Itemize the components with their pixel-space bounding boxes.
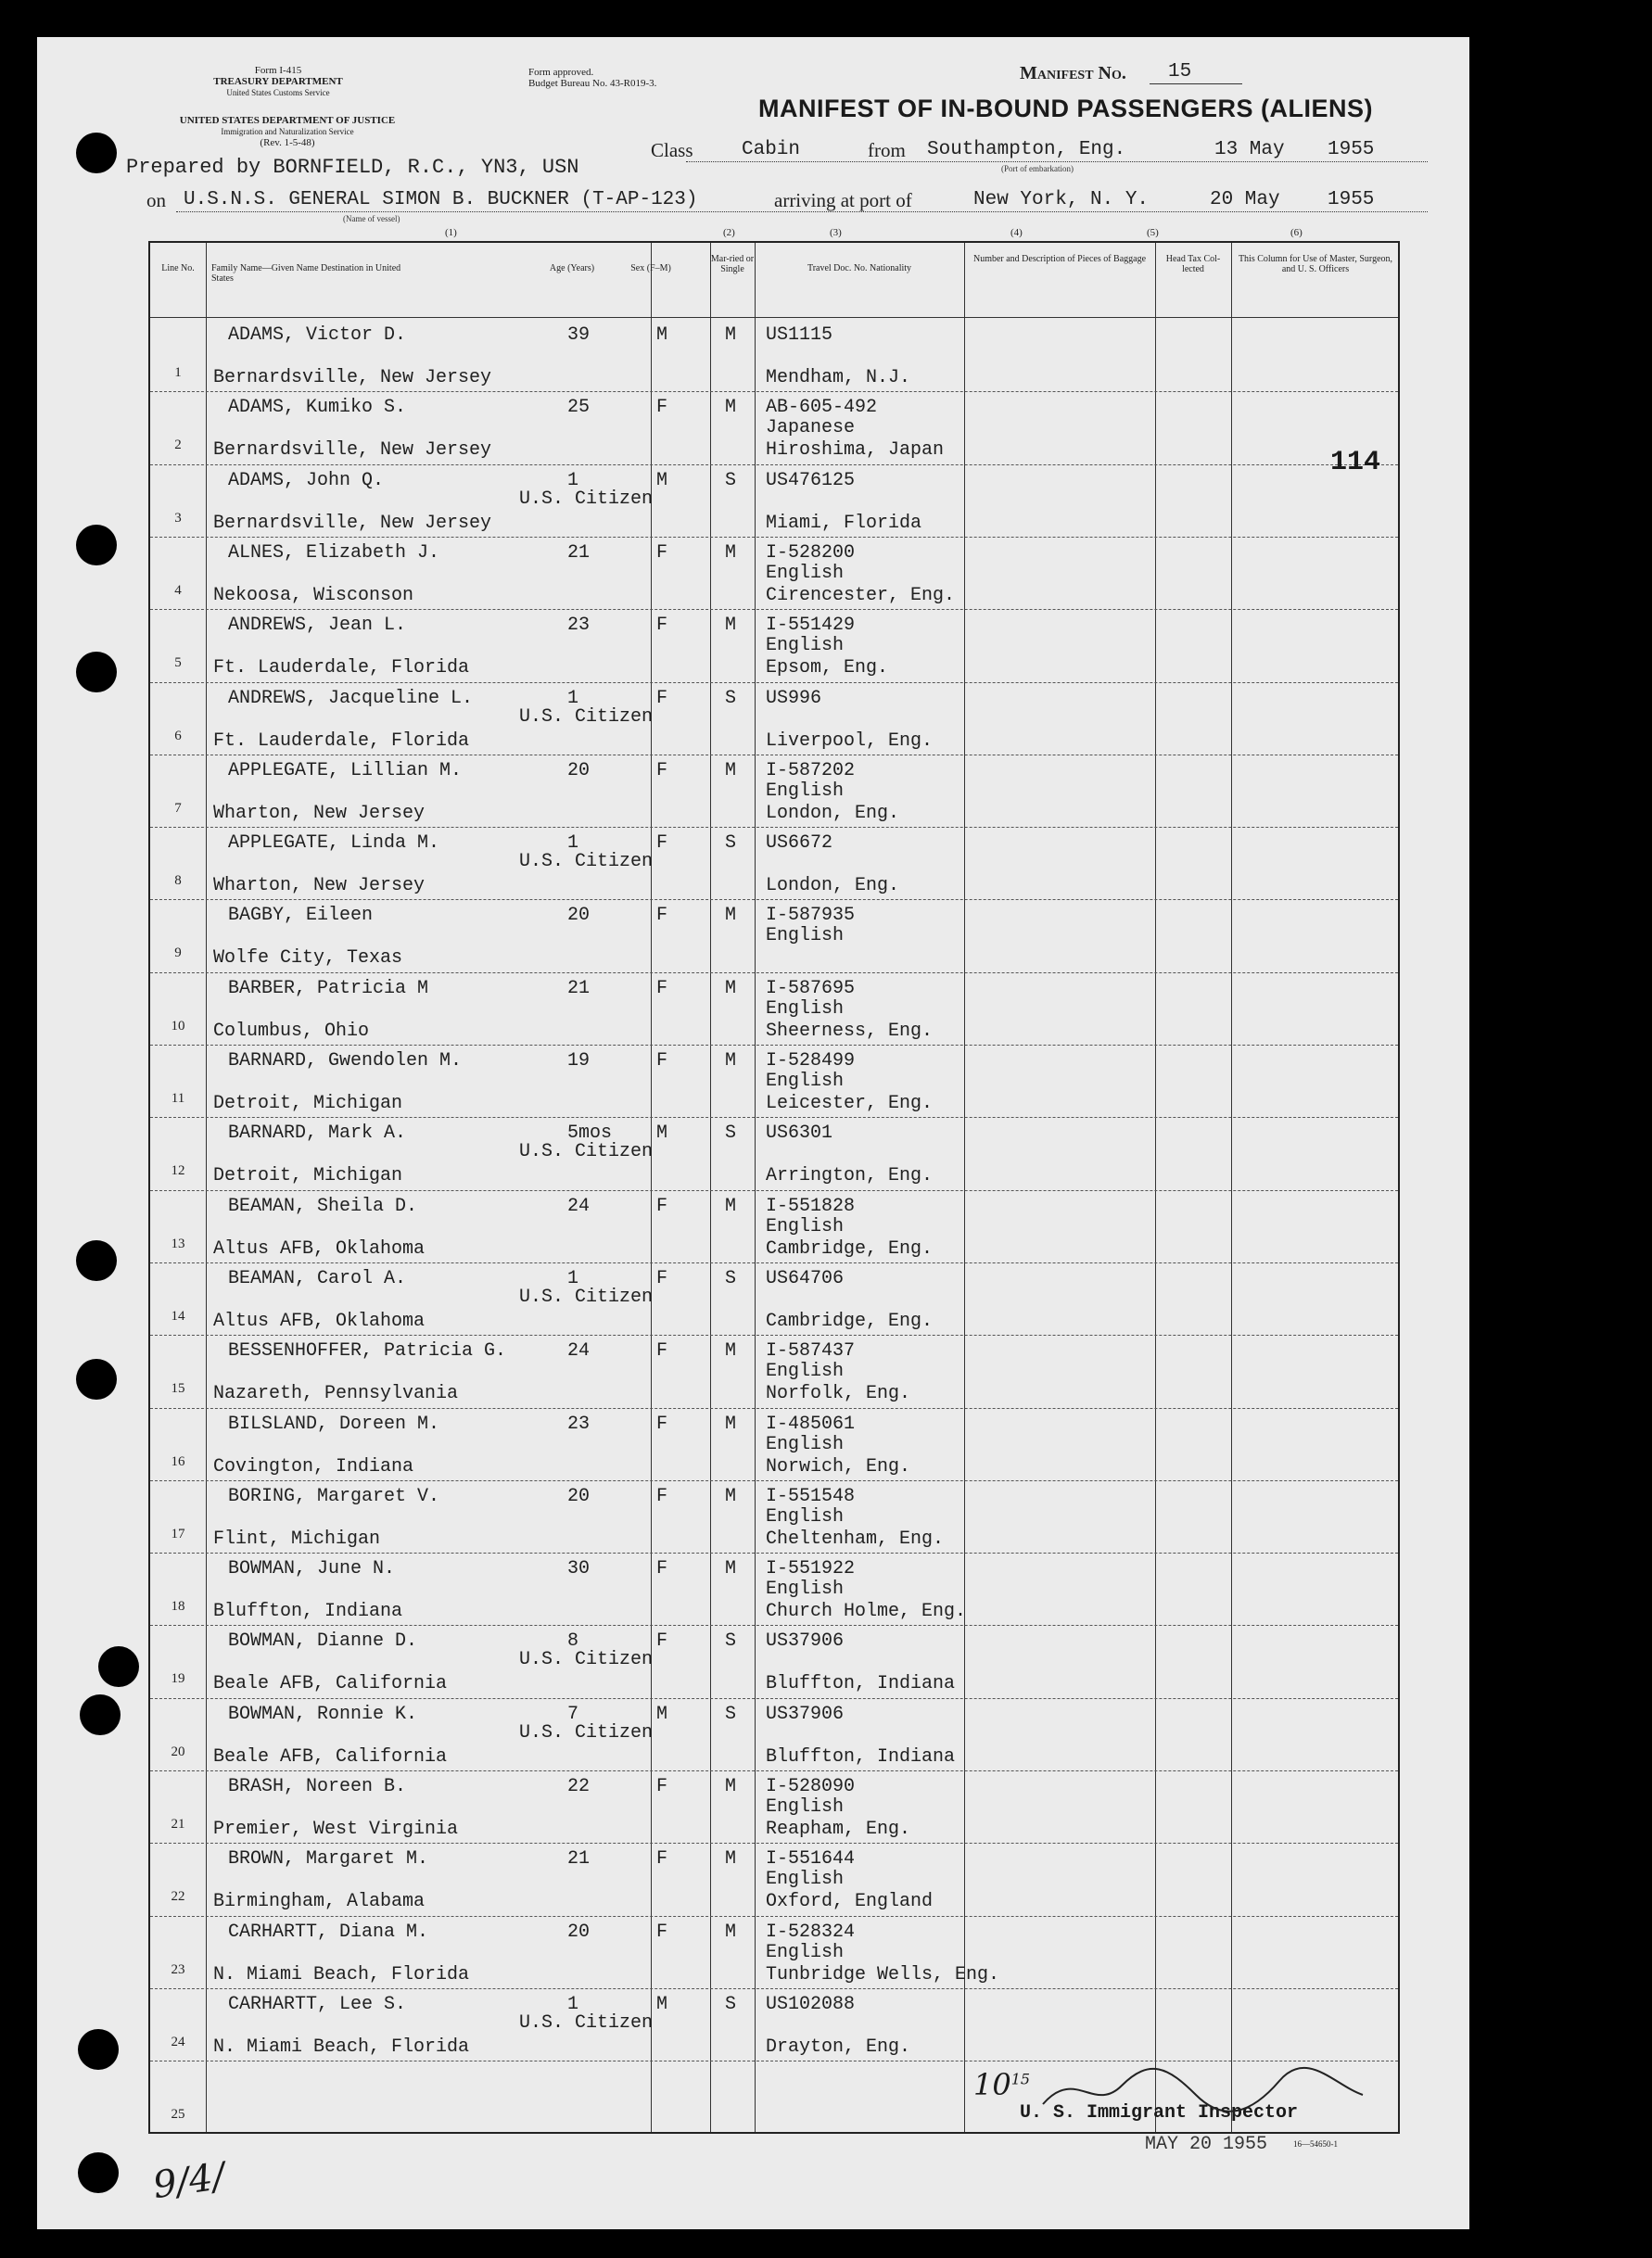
- sex: F: [656, 687, 668, 709]
- line-number: 20: [171, 1744, 185, 1759]
- travel-doc-no: I-551922: [766, 1558, 856, 1580]
- line-number: 7: [174, 800, 182, 816]
- place-of-birth: Church Holme, Eng.: [766, 1601, 967, 1623]
- marital-status: S: [725, 1993, 737, 2015]
- citizenship-note: U.S. Citizen: [519, 1286, 654, 1308]
- arriving-label: arriving at port of: [774, 189, 912, 211]
- manifest-number: 15: [1168, 61, 1192, 82]
- age: 25: [567, 397, 591, 419]
- form-number: Form I-415: [254, 65, 302, 76]
- destination: Ft. Lauderdale, Florida: [213, 729, 470, 752]
- col-officers: This Column for Use of Master, Surgeon, and U. S. Officers: [1238, 254, 1393, 274]
- arrival-date: 20 May: [1210, 189, 1280, 210]
- travel-doc-no: I-551828: [766, 1195, 856, 1217]
- age: 39: [567, 324, 591, 346]
- line-number: 22: [171, 1889, 185, 1905]
- sex: F: [656, 759, 668, 781]
- row-divider: [150, 1916, 1398, 1917]
- colnum-6: (6): [1290, 227, 1303, 238]
- marital-status: M: [725, 1340, 737, 1363]
- passenger-name: ALNES, Elizabeth J.: [228, 541, 440, 564]
- col-name: Family Name—Given Name Destination in United States: [211, 263, 401, 284]
- row-divider: [150, 972, 1398, 973]
- marital-status: M: [725, 1413, 737, 1435]
- travel-doc-no: I-528090: [766, 1776, 856, 1797]
- passenger-name: BORING, Margaret V.: [228, 1485, 440, 1507]
- passenger-name: ANDREWS, Jean L.: [228, 615, 407, 637]
- marital-status: M: [725, 759, 737, 781]
- passenger-name: BILSLAND, Doreen M.: [228, 1413, 440, 1435]
- place-of-birth: Bluffton, Indiana: [766, 1745, 956, 1768]
- inspector-signature: [1038, 2058, 1372, 2123]
- destination: Beale AFB, California: [213, 1745, 448, 1768]
- port-caption: (Port of embarkation): [1001, 164, 1074, 173]
- sex: F: [656, 1776, 668, 1797]
- line-number: 10: [171, 1018, 185, 1034]
- inspector-label: U. S. Immigrant Inspector: [1020, 2102, 1299, 2124]
- marital-status: M: [725, 324, 737, 346]
- row-divider: [150, 391, 1398, 392]
- passenger-name: ANDREWS, Jacqueline L.: [228, 687, 474, 709]
- destination: Birmingham, Alabama: [213, 1891, 426, 1913]
- travel-doc-no: I-587437: [766, 1340, 856, 1363]
- marital-status: M: [725, 1485, 737, 1507]
- ins-label: Immigration and Naturalization Service: [221, 127, 354, 136]
- class-value: Cabin: [742, 139, 801, 160]
- page-mark: 114: [1330, 447, 1381, 478]
- passenger-name: ADAMS, John Q.: [228, 469, 385, 491]
- marital-status: S: [725, 1267, 737, 1289]
- line-number: 12: [171, 1163, 185, 1179]
- row-divider: [150, 1625, 1398, 1626]
- destination: Flint, Michigan: [213, 1528, 381, 1550]
- on-label: on: [146, 189, 166, 211]
- passenger-name: APPLEGATE, Lillian M.: [228, 759, 463, 781]
- nationality: English: [766, 780, 845, 802]
- travel-doc-no: US37906: [766, 1703, 845, 1725]
- row-divider: [150, 1408, 1398, 1409]
- row-divider: [150, 1553, 1398, 1554]
- date-stamp: MAY 20 1955: [1145, 2134, 1268, 2155]
- age: 21: [567, 977, 591, 999]
- row-divider: [150, 1190, 1398, 1191]
- age: 7: [567, 1703, 579, 1725]
- nationality: Japanese: [766, 417, 856, 439]
- marital-status: S: [725, 469, 737, 491]
- age: 19: [567, 1050, 591, 1072]
- travel-doc-no: US6301: [766, 1123, 833, 1145]
- place-of-birth: Hiroshima, Japan: [766, 439, 945, 462]
- row-divider: [150, 609, 1398, 610]
- col-age: Age (Years): [549, 263, 595, 273]
- row-divider: [150, 1117, 1398, 1118]
- row-divider: [150, 464, 1398, 465]
- place-of-birth: Mendham, N.J.: [766, 367, 911, 388]
- marital-status: M: [725, 1848, 737, 1871]
- line-number: 13: [171, 1236, 185, 1251]
- passenger-name: BEAMAN, Sheila D.: [228, 1195, 418, 1217]
- travel-doc-no: US476125: [766, 469, 856, 491]
- manifest-no-rule: [1150, 83, 1242, 84]
- row-divider: [150, 537, 1398, 538]
- col-sex: Sex (F–M): [630, 263, 671, 273]
- binder-hole: [76, 1240, 117, 1281]
- class-label: Class: [651, 139, 693, 161]
- passenger-name: BOWMAN, Dianne D.: [228, 1630, 418, 1653]
- passenger-name: APPLEGATE, Linda M.: [228, 832, 440, 855]
- sex: F: [656, 1630, 668, 1653]
- place-of-birth: Tunbridge Wells, Eng.: [766, 1963, 1000, 1985]
- travel-doc-no: I-528499: [766, 1050, 856, 1072]
- age: 24: [567, 1340, 591, 1363]
- age: 5mos: [567, 1123, 613, 1145]
- marital-status: S: [725, 1630, 737, 1653]
- sex: M: [656, 1123, 668, 1145]
- place-of-birth: London, Eng.: [766, 802, 900, 824]
- destination: Wharton, New Jersey: [213, 875, 426, 897]
- line-number: 2: [174, 438, 182, 453]
- sex: F: [656, 1485, 668, 1507]
- travel-doc-no: US102088: [766, 1993, 856, 2015]
- col-baggage: Number and Description of Pieces of Baggage: [972, 254, 1147, 264]
- line-number: 6: [174, 728, 182, 743]
- age: 20: [567, 1485, 591, 1507]
- manifest-title: MANIFEST OF IN-BOUND PASSENGERS (ALIENS): [758, 95, 1374, 122]
- age: 8: [567, 1630, 579, 1653]
- binder-hole: [76, 133, 117, 173]
- destination: Detroit, Michigan: [213, 1093, 403, 1114]
- passenger-name: CARHARTT, Diana M.: [228, 1921, 429, 1943]
- marital-status: S: [725, 1123, 737, 1145]
- place-of-birth: Arrington, Eng.: [766, 1165, 934, 1187]
- embark-date: 13 May: [1214, 139, 1285, 160]
- age: 1: [567, 469, 579, 491]
- travel-doc-no: I-528324: [766, 1921, 856, 1943]
- citizenship-note: U.S. Citizen: [519, 705, 654, 728]
- place-of-birth: Miami, Florida: [766, 512, 922, 534]
- sex: F: [656, 1340, 668, 1363]
- passenger-name: BEAMAN, Carol A.: [228, 1267, 407, 1289]
- arrival-port: New York, N. Y.: [973, 189, 1150, 210]
- line-number: 4: [174, 582, 182, 598]
- line-number: 3: [174, 510, 182, 526]
- bottom-handwritten-note: 9/4/: [150, 2154, 228, 2208]
- prepared-by: Prepared by BORNFIELD, R.C., YN3, USN: [126, 156, 579, 179]
- citizenship-note: U.S. Citizen: [519, 2011, 654, 2034]
- place-of-birth: Drayton, Eng.: [766, 2036, 911, 2058]
- embark-year: 1955: [1328, 139, 1375, 160]
- passenger-name: BARBER, Patricia M: [228, 977, 429, 999]
- col-line-no: Line No.: [161, 263, 195, 273]
- destination: Bernardsville, New Jersey: [213, 512, 492, 534]
- colnum-5: (5): [1147, 227, 1159, 238]
- sex: F: [656, 1195, 668, 1217]
- passenger-name: BOWMAN, Ronnie K.: [228, 1703, 418, 1725]
- destination: Nazareth, Pennsylvania: [213, 1383, 459, 1405]
- age: 1: [567, 1993, 579, 2015]
- sex: F: [656, 1050, 668, 1072]
- nationality: English: [766, 1071, 845, 1092]
- line-number: 14: [171, 1308, 185, 1324]
- vessel-name: U.S.N.S. GENERAL SIMON B. BUCKNER (T-AP-123): [184, 189, 698, 210]
- citizenship-note: U.S. Citizen: [519, 851, 654, 873]
- line-number: 21: [171, 1817, 185, 1832]
- binder-hole: [76, 652, 117, 692]
- travel-doc-no: I-551644: [766, 1848, 856, 1871]
- destination: N. Miami Beach, Florida: [213, 2036, 470, 2058]
- row-divider: [150, 899, 1398, 900]
- travel-doc-no: US996: [766, 687, 822, 709]
- revision-label: (Rev. 1-5-48): [260, 137, 315, 148]
- marital-status: M: [725, 1050, 737, 1072]
- nationality: English: [766, 1433, 845, 1455]
- row-divider: [150, 1045, 1398, 1046]
- sex: F: [656, 905, 668, 927]
- binder-hole: [98, 1646, 139, 1687]
- destination: N. Miami Beach, Florida: [213, 1963, 470, 1985]
- sex: M: [656, 1703, 668, 1725]
- place-of-birth: Leicester, Eng.: [766, 1093, 934, 1114]
- sex: F: [656, 832, 668, 855]
- line-number: 18: [171, 1599, 185, 1615]
- destination: Columbus, Ohio: [213, 1020, 370, 1042]
- vessel-caption: (Name of vessel): [343, 214, 400, 223]
- col-married: Mar-ried or Single: [710, 254, 755, 274]
- destination: Nekoosa, Wisconson: [213, 584, 414, 606]
- sex: M: [656, 469, 668, 491]
- place-of-birth: Norwich, Eng.: [766, 1455, 911, 1478]
- age: 1: [567, 687, 579, 709]
- colnum-4: (4): [1010, 227, 1023, 238]
- sex: M: [656, 324, 668, 346]
- age: 20: [567, 905, 591, 927]
- row-divider: [150, 827, 1398, 828]
- marital-status: S: [725, 1703, 737, 1725]
- sex: F: [656, 615, 668, 637]
- sex: M: [656, 1993, 668, 2015]
- line-number: 9: [174, 945, 182, 961]
- travel-doc-no: US64706: [766, 1267, 845, 1289]
- destination: Altus AFB, Oklahoma: [213, 1310, 426, 1332]
- destination: Wharton, New Jersey: [213, 802, 426, 824]
- budget-bureau: Budget Bureau No. 43-R019-3.: [528, 78, 657, 89]
- place-of-birth: Cheltenham, Eng.: [766, 1528, 945, 1550]
- passenger-name: BRASH, Noreen B.: [228, 1776, 407, 1797]
- form-approved: Form approved.: [528, 67, 594, 78]
- from-label: from: [868, 139, 906, 161]
- place-of-birth: Epsom, Eng.: [766, 657, 889, 679]
- place-of-birth: Sheerness, Eng.: [766, 1020, 934, 1042]
- justice-label: UNITED STATES DEPARTMENT OF JUSTICE: [179, 115, 396, 126]
- nationality: English: [766, 1505, 845, 1528]
- passenger-table: [148, 241, 1400, 2134]
- place-of-birth: Norfolk, Eng.: [766, 1383, 911, 1405]
- arrival-year: 1955: [1328, 189, 1375, 210]
- nationality: English: [766, 1941, 845, 1963]
- row-divider: [150, 1335, 1398, 1336]
- age: 1: [567, 1267, 579, 1289]
- row-divider: [150, 1843, 1398, 1844]
- binder-hole: [80, 1694, 121, 1735]
- place-of-birth: Cambridge, Eng.: [766, 1237, 934, 1260]
- place-of-birth: Oxford, England: [766, 1891, 934, 1913]
- class-rule: [686, 161, 1428, 162]
- travel-doc-no: I-587202: [766, 759, 856, 781]
- vessel-rule: [176, 211, 1428, 212]
- destination: Premier, West Virginia: [213, 1819, 459, 1840]
- nationality: English: [766, 1579, 845, 1601]
- col-travel-doc: Travel Doc. No. Nationality: [807, 263, 912, 273]
- passenger-name: BROWN, Margaret M.: [228, 1848, 429, 1871]
- nationality: English: [766, 1869, 845, 1891]
- age: 20: [567, 759, 591, 781]
- place-of-birth: Reapham, Eng.: [766, 1819, 911, 1840]
- line-number: 23: [171, 1961, 185, 1977]
- sex: F: [656, 1413, 668, 1435]
- line-number: 8: [174, 873, 182, 889]
- place-of-birth: Cambridge, Eng.: [766, 1310, 934, 1332]
- row-divider: [150, 1770, 1398, 1771]
- travel-doc-no: US6672: [766, 832, 833, 855]
- travel-doc-no: I-551429: [766, 615, 856, 637]
- passenger-name: BARNARD, Gwendolen M.: [228, 1050, 463, 1072]
- line-number: 11: [171, 1091, 185, 1106]
- age: 21: [567, 541, 591, 564]
- manifest-label: Manifest No.: [1020, 63, 1126, 83]
- nationality: English: [766, 562, 845, 584]
- passenger-name: CARHARTT, Lee S.: [228, 1993, 407, 2015]
- sex: F: [656, 397, 668, 419]
- travel-doc-no: I-528200: [766, 541, 856, 564]
- nationality: English: [766, 1215, 845, 1237]
- destination: Ft. Lauderdale, Florida: [213, 657, 470, 679]
- age: 23: [567, 1413, 591, 1435]
- nationality: English: [766, 925, 845, 947]
- destination: Altus AFB, Oklahoma: [213, 1237, 426, 1260]
- destination: Bernardsville, New Jersey: [213, 439, 492, 462]
- age: 20: [567, 1921, 591, 1943]
- row-divider: [150, 1480, 1398, 1481]
- sex: F: [656, 1921, 668, 1943]
- row-divider: [150, 1262, 1398, 1263]
- place-of-birth: Liverpool, Eng.: [766, 729, 934, 752]
- age: 21: [567, 1848, 591, 1871]
- marital-status: M: [725, 1195, 737, 1217]
- age: 23: [567, 615, 591, 637]
- destination: Bernardsville, New Jersey: [213, 367, 492, 388]
- marital-status: M: [725, 1921, 737, 1943]
- passenger-name: BESSENHOFFER, Patricia G.: [228, 1340, 507, 1363]
- citizenship-note: U.S. Citizen: [519, 1649, 654, 1671]
- manifest-page: [37, 37, 1469, 2229]
- colnum-1: (1): [445, 227, 457, 238]
- marital-status: M: [725, 1558, 737, 1580]
- form-code: 16—54650-1: [1293, 2139, 1338, 2149]
- sex: F: [656, 541, 668, 564]
- sex: F: [656, 1848, 668, 1871]
- destination: Beale AFB, California: [213, 1673, 448, 1695]
- marital-status: M: [725, 977, 737, 999]
- destination: Detroit, Michigan: [213, 1165, 403, 1187]
- citizenship-note: U.S. Citizen: [519, 1141, 654, 1163]
- marital-status: S: [725, 832, 737, 855]
- marital-status: M: [725, 615, 737, 637]
- line-number: 15: [171, 1381, 185, 1397]
- nationality: English: [766, 997, 845, 1020]
- marital-status: M: [725, 1776, 737, 1797]
- binder-hole: [76, 525, 117, 565]
- travel-doc-no: I-551548: [766, 1485, 856, 1507]
- sex: F: [656, 1558, 668, 1580]
- nationality: English: [766, 1361, 845, 1383]
- line-number: 24: [171, 2034, 185, 2049]
- travel-doc-no: I-485061: [766, 1413, 856, 1435]
- passenger-name: BOWMAN, June N.: [228, 1558, 396, 1580]
- line-number: 5: [174, 655, 182, 671]
- nationality: English: [766, 635, 845, 657]
- age: 22: [567, 1776, 591, 1797]
- destination: Covington, Indiana: [213, 1455, 414, 1478]
- sex: F: [656, 977, 668, 999]
- destination: Wolfe City, Texas: [213, 947, 403, 970]
- colnum-2: (2): [723, 227, 735, 238]
- travel-doc-no: US37906: [766, 1630, 845, 1653]
- binder-hole: [78, 2152, 119, 2193]
- binder-hole: [76, 1359, 117, 1400]
- citizenship-note: U.S. Citizen: [519, 1721, 654, 1744]
- travel-doc-no: I-587695: [766, 977, 856, 999]
- nationality: English: [766, 1796, 845, 1818]
- age: 30: [567, 1558, 591, 1580]
- marital-status: M: [725, 905, 737, 927]
- citizenship-note: U.S. Citizen: [519, 488, 654, 510]
- travel-doc-no: US1115: [766, 324, 833, 346]
- passenger-name: BARNARD, Mark A.: [228, 1123, 407, 1145]
- place-of-birth: Cirencester, Eng.: [766, 584, 956, 606]
- colnum-3: (3): [830, 227, 842, 238]
- line-number: 19: [171, 1671, 185, 1687]
- row-divider: [150, 682, 1398, 683]
- binder-hole: [78, 2029, 119, 2070]
- place-of-birth: London, Eng.: [766, 875, 900, 897]
- travel-doc-no: AB-605-492: [766, 397, 878, 419]
- customs-label: United States Customs Service: [226, 88, 330, 97]
- passenger-name: ADAMS, Victor D.: [228, 324, 407, 346]
- marital-status: S: [725, 687, 737, 709]
- marital-status: M: [725, 397, 737, 419]
- line-number: 1: [174, 365, 182, 380]
- line-number: 25: [171, 2107, 185, 2123]
- age: 1: [567, 832, 579, 855]
- travel-doc-no: I-587935: [766, 905, 856, 927]
- treasury-label: TREASURY DEPARTMENT: [213, 76, 343, 87]
- passenger-name: BAGBY, Eileen: [228, 905, 374, 927]
- row-divider: [150, 1988, 1398, 1989]
- col-head-tax: Head Tax Col-lected: [1165, 254, 1221, 274]
- passenger-name: ADAMS, Kumiko S.: [228, 397, 407, 419]
- destination: Bluffton, Indiana: [213, 1601, 403, 1623]
- from-port: Southampton, Eng.: [927, 139, 1126, 160]
- signature-prefix: $10^{15}$: [973, 2067, 1031, 2102]
- line-number: 16: [171, 1453, 185, 1469]
- sex: F: [656, 1267, 668, 1289]
- age: 24: [567, 1195, 591, 1217]
- row-divider: [150, 1698, 1398, 1699]
- marital-status: M: [725, 541, 737, 564]
- line-number: 17: [171, 1526, 185, 1541]
- place-of-birth: Bluffton, Indiana: [766, 1673, 956, 1695]
